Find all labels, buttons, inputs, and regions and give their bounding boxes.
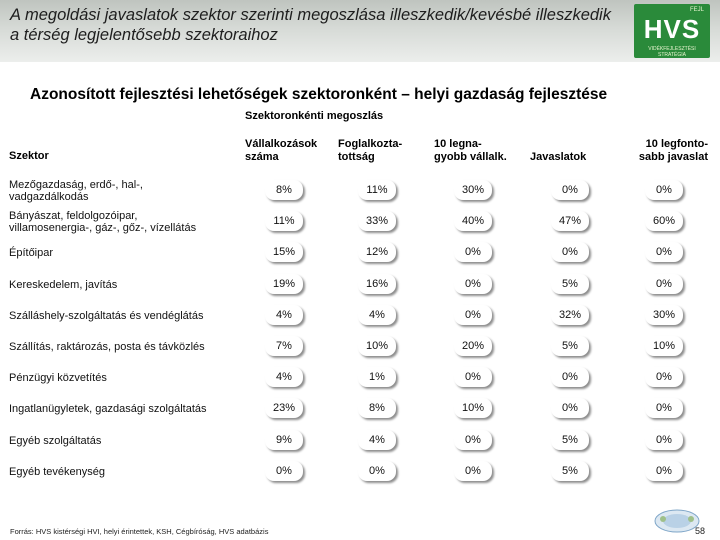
column-header-line1: 10 legna- [434, 138, 482, 150]
sector-label [9, 279, 117, 291]
column-header-line1: Vállalkozások [245, 138, 318, 150]
table-cell: 10% [454, 398, 492, 418]
column-header-line2: gyobb vállalk. [434, 151, 507, 163]
sector-label [9, 310, 203, 322]
sector-label [9, 435, 101, 447]
table-cell: 40% [454, 211, 492, 231]
table-cell: 8% [358, 398, 396, 418]
table-cell: 4% [358, 305, 396, 325]
table-cell: 0% [454, 242, 492, 262]
table-cell: 0% [551, 180, 589, 200]
table-cell: 0% [454, 461, 492, 481]
sector-column-header: Szektor [9, 150, 49, 162]
table-row [0, 206, 720, 237]
table-row [0, 300, 720, 331]
table-cell: 0% [645, 367, 683, 387]
sector-label [9, 210, 196, 234]
sector-label-line1: Szállítás, raktározás, posta és távközlés [9, 341, 205, 353]
table-cell: 0% [265, 461, 303, 481]
table-cell: 1% [358, 367, 396, 387]
sector-label-line1: Építőipar [9, 247, 54, 260]
table-cell: 5% [551, 336, 589, 356]
column-header-line2: tottság [338, 151, 375, 163]
table-cell: 12% [358, 242, 396, 262]
table-row [0, 237, 720, 268]
table-cell: 5% [551, 461, 589, 481]
sector-label-line1: Ingatlanügyletek, gazdasági szolgáltatás [9, 403, 207, 416]
table-cell: 7% [265, 336, 303, 356]
table-cell: 10% [645, 336, 683, 356]
table-cell: 5% [551, 274, 589, 294]
table-cell: 4% [265, 367, 303, 387]
column-header-line2: száma [245, 151, 279, 163]
table-cell: 0% [454, 367, 492, 387]
table-cell: 16% [358, 274, 396, 294]
table-cell: 0% [454, 274, 492, 294]
table-cell: 0% [645, 461, 683, 481]
table-cell: 0% [551, 398, 589, 418]
column-header-line2: sabb javaslat [638, 151, 708, 163]
table-row [0, 331, 720, 362]
sector-label [9, 372, 107, 384]
table-cell: 15% [265, 242, 303, 262]
column-header-vallalkozasok [245, 138, 335, 164]
table-cell: 8% [265, 180, 303, 200]
table-cell: 19% [265, 274, 303, 294]
table-cell: 0% [645, 242, 683, 262]
table-cell: 5% [551, 430, 589, 450]
sector-label-line1: Egyéb szolgáltatás [9, 434, 102, 447]
table-cell: 0% [454, 430, 492, 450]
column-header-line1: Foglalkozta- [338, 138, 403, 150]
table-cell: 47% [551, 211, 589, 231]
slide-title: A megoldási javaslatok szektor szerinti megoszlása illeszkedik/kevésbé illeszkedik a térség legjelentősebb szektoraihoz [10, 6, 611, 44]
table-cell: 0% [645, 274, 683, 294]
sector-label [9, 247, 53, 259]
column-header-10-legfontosabb [618, 138, 708, 164]
sector-label [9, 403, 207, 415]
table-row [0, 393, 720, 424]
table-cell: 30% [645, 305, 683, 325]
source-note: Forrás: HVS kistérségi HVI, helyi érintettek, KSH, Cégbíróság, HVS adatbázis [10, 527, 269, 536]
column-header-line2: Javaslatok [530, 151, 587, 163]
table-row [0, 362, 720, 393]
table-cell: 9% [265, 430, 303, 450]
table-row [0, 269, 720, 300]
sector-label-line1: Bányászat, feldolgozóipar, [9, 210, 138, 223]
column-header-10-legnagyobb [434, 138, 524, 164]
table-cell: 10% [358, 336, 396, 356]
table-cell: 0% [645, 398, 683, 418]
sector-label-line1: Szálláshely-szolgáltatás és vendéglátás [9, 309, 204, 322]
table-cell: 4% [358, 430, 396, 450]
sector-label [9, 466, 105, 478]
sector-label [9, 341, 205, 353]
table-cell: 0% [551, 367, 589, 387]
column-header-line1 [530, 138, 605, 151]
slide-header [0, 0, 720, 62]
table-cell: 20% [454, 336, 492, 356]
column-header-line1: 10 legfonto- [645, 138, 708, 150]
table-cell: 0% [551, 242, 589, 262]
logo-tagline: VIDÉKFEJLESZTÉSI STRATÉGIA [648, 46, 696, 58]
page-number: 58 [695, 526, 706, 536]
logo-text: HVS [643, 14, 701, 44]
sector-label-line2: villamosenergia-, gáz-, gőz-, vízellátás [9, 222, 197, 235]
table-cell: 0% [645, 430, 683, 450]
table-cell: 32% [551, 305, 589, 325]
logo-small-text: FEJL [689, 7, 704, 13]
table-cell: 0% [358, 461, 396, 481]
sector-label [9, 179, 143, 203]
table-cell: 0% [454, 305, 492, 325]
main-title: Azonosított fejlesztési lehetőségek szektoronként – helyi gazdaság fejlesztése [30, 86, 608, 103]
column-header-foglalkoztatottsag [338, 138, 423, 164]
sector-label-line1: Egyéb tevékenység [9, 465, 106, 478]
table-cell: 33% [358, 211, 396, 231]
table-row [0, 175, 720, 206]
table-cell: 0% [645, 180, 683, 200]
table-row [0, 425, 720, 456]
table-cell: 60% [645, 211, 683, 231]
table-cell: 23% [265, 398, 303, 418]
hvs-logo [634, 4, 710, 58]
table-cell: 4% [265, 305, 303, 325]
group-header: Szektoronkénti megoszlás [245, 110, 384, 122]
sector-label-line1: Mezőgazdaság, erdő-, hal-, [9, 179, 143, 191]
table-row [0, 456, 720, 487]
column-header-javaslatok [530, 138, 605, 164]
table-cell: 11% [358, 180, 396, 200]
sector-label-line2: vadgazdálkodás [9, 191, 89, 203]
table-cell: 30% [454, 180, 492, 200]
table-cell: 11% [265, 211, 303, 231]
sector-label-line1: Kereskedelem, javítás [9, 278, 118, 291]
sector-label-line1: Pénzügyi közvetítés [9, 372, 107, 385]
